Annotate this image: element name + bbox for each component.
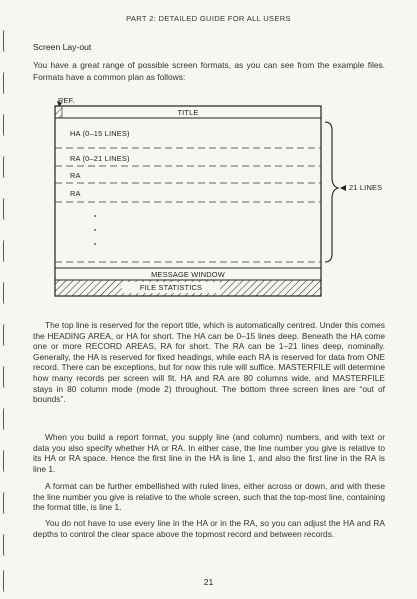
paragraph-2: When you build a report format, you supply line (and column) numbers, and with text or data you also specify whether HA or RA. In either case, the line number you give is relative to its HA or RA space. Hence the first line in the HA is line 1, and also the first line in the RA is line 1. (33, 432, 385, 474)
spiral-binding (0, 0, 14, 599)
section-title: Screen Lay-out (33, 42, 92, 52)
intro-paragraph: You have a great range of possible screen formats, as you can see from the example files. Formats have a common plan as follows: (33, 60, 385, 82)
paragraph-1: The top line is reserved for the report title, which is automatically centred. Under this comes the HEADING AREA, or HA for short. The HA can be 0–15 lines deep. Beneath the HA come one or more RECORD AREAS, RA for short. The RA can be 1–21 lines deep, nominally. Generally, the HA is reserved for fixed headings, while each RA is reserved for data from ONE record. There can be exceptions, but for now this rule will suffice. MASTERFILE will determine how many records per screen will fit. HA and RA are 80 columns wide, and MASTERFILE stays in 80 column mode (mode 2) throughout. The bottom three screen lines are “out of bounds”. (33, 320, 385, 405)
message-window-label: MESSAGE WINDOW (151, 270, 225, 279)
paragraph-4: You do not have to use every line in the HA or in the RA, so you can adjust the HA and RA depths to control the clear space above the topmost record and between records. (33, 518, 385, 539)
ra3-label: RA (70, 189, 81, 198)
ha-label: HA (0–15 LINES) (70, 129, 130, 138)
file-statistics-label: FILE STATISTICS (139, 283, 203, 292)
ref-cell (55, 106, 62, 118)
lines-brace (325, 122, 338, 262)
screen-layout-diagram (40, 94, 383, 304)
ra2-label: RA (70, 171, 81, 180)
lines-label: 21 LINES (349, 183, 383, 192)
page-number: 21 (203, 577, 214, 587)
ref-label: REF. (58, 96, 75, 105)
ra1-label: RA (0–21 LINES) (70, 154, 130, 163)
paragraph-3: A format can be further embellished with ruled lines, either across or down, and with these the line number you give is relative to the whole screen, such that the top-most line, containing the format title, is line 1. (33, 481, 385, 513)
title-label: TITLE (177, 108, 199, 117)
lines-arrow (340, 185, 346, 191)
page-header: PART 2: DETAILED GUIDE FOR ALL USERS (126, 14, 291, 23)
